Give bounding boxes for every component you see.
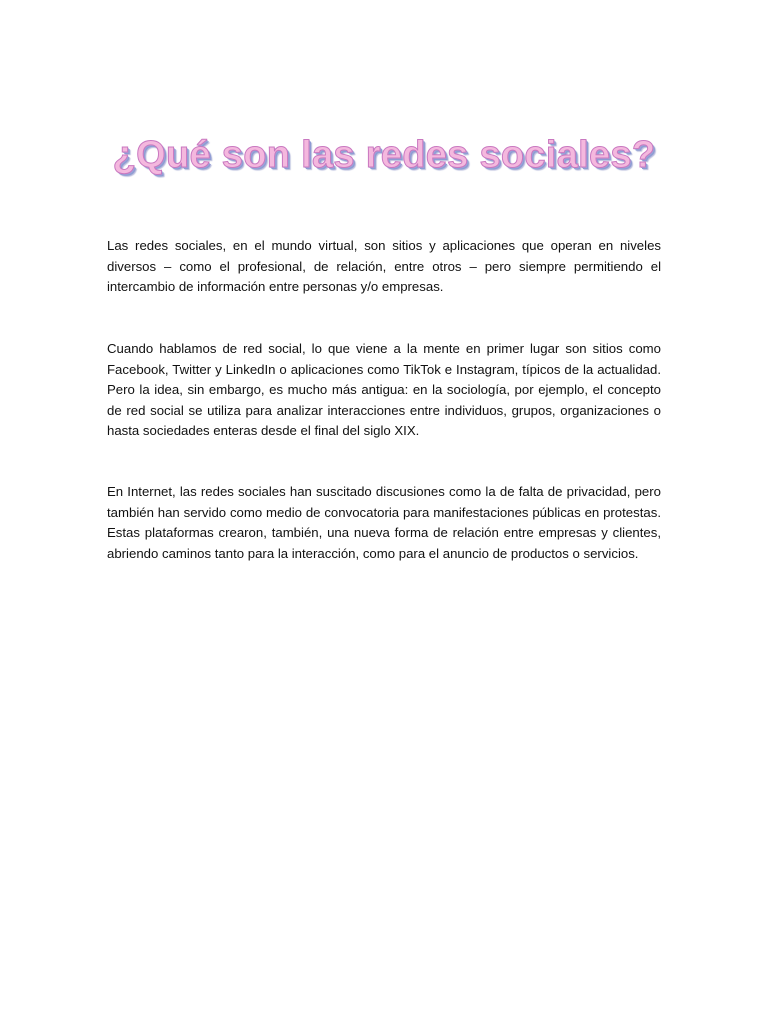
paragraph-3: En Internet, las redes sociales han suscitado discusiones como la de falta de privacidad, pero también han servido como medio de convocatoria para manifestaciones públicas en protestas. Estas plataformas crearon, también, una nueva forma de relación entre empresas y clientes, abriendo caminos tanto para la interacción, como para el anuncio de productos o servicios. [107, 484, 661, 561]
paragraph-2: Cuando hablamos de red social, lo que viene a la mente en primer lugar son sitios como Facebook, Twitter y LinkedIn o aplicaciones como TikTok e Instagram, típicos de la actualidad. Pero la idea, sin embargo, es mucho más antigua: en la sociología, por ejemplo, el concepto de red social se utiliza para analizar interacciones entre individuos, grupos, organizaciones o hasta sociedades enteras desde el final del siglo XIX. [107, 341, 661, 439]
paragraph-1: Las redes sociales, en el mundo virtual, son sitios y aplicaciones que operan en niveles diversos – como el profesional, de relación, entre otros – pero siempre permitiendo el intercambio de información entre personas y/o empresas. [107, 238, 661, 295]
document-title: ¿Qué son las redes sociales? [112, 134, 656, 177]
